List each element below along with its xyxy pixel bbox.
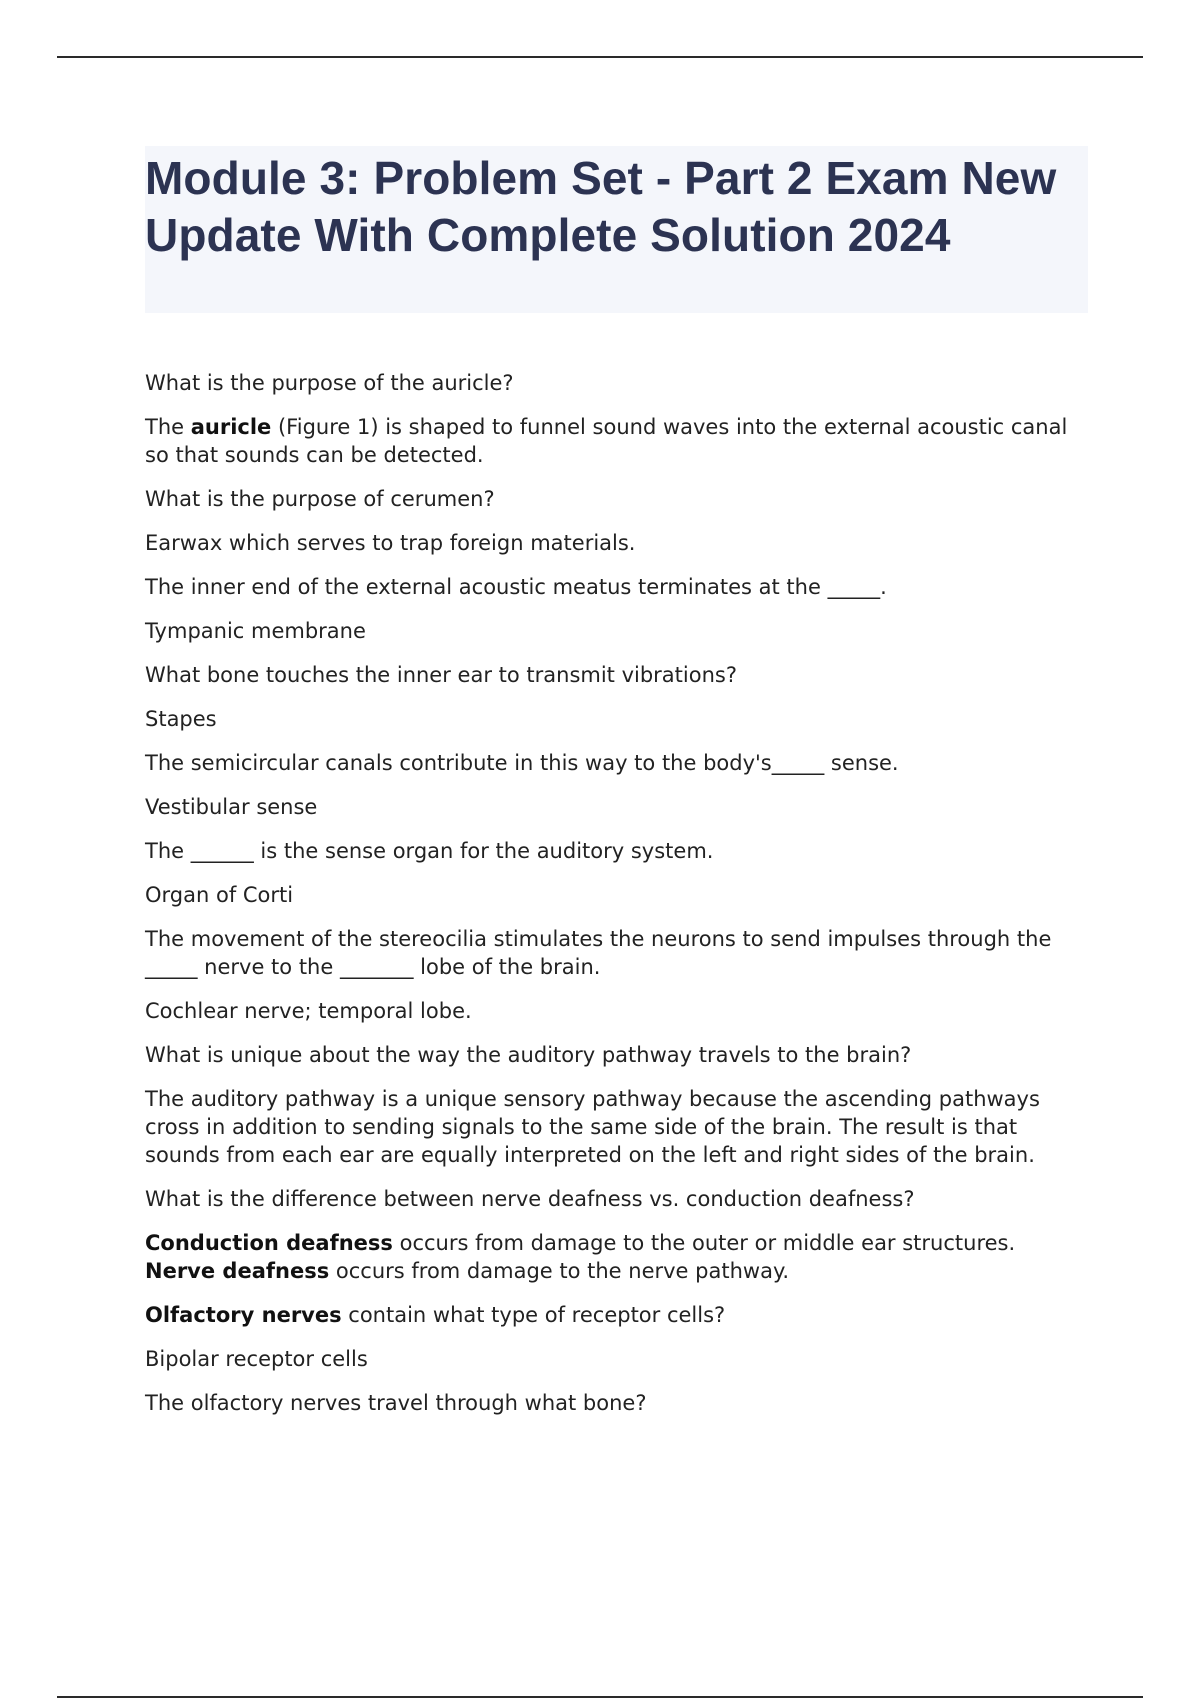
text-run: Earwax which serves to trap foreign materials.	[145, 531, 636, 555]
text-run: Vestibular sense	[145, 795, 318, 819]
text-run: What bone touches the inner ear to transmit vibrations?	[145, 663, 737, 687]
qa-content	[145, 369, 1085, 1433]
answer-text	[145, 529, 1085, 557]
bold-term: Nerve deafness	[145, 1259, 330, 1283]
text-run: Stapes	[145, 707, 217, 731]
text-run: The olfactory nerves travel through what bone?	[145, 1391, 647, 1415]
answer-text	[145, 997, 1085, 1025]
bold-term: auricle	[190, 415, 272, 439]
answer-text	[145, 705, 1085, 733]
question-text	[145, 837, 1085, 865]
text-run: What is the difference between nerve deafness vs. conduction deafness?	[145, 1187, 915, 1211]
text-run: occurs from damage to the nerve pathway.	[329, 1259, 790, 1283]
text-run: Cochlear nerve; temporal lobe.	[145, 999, 472, 1023]
answer-text	[145, 1085, 1085, 1169]
bottom-rule	[57, 1696, 1143, 1698]
text-run: The movement of the stereocilia stimulates the neurons to send impulses through the _____ nerve to the _______ lobe of the brain.	[145, 927, 1052, 979]
text-run: Organ of Corti	[145, 883, 294, 907]
text-run: Tympanic membrane	[145, 619, 366, 643]
document-title: Module 3: Problem Set - Part 2 Exam New Update With Complete Solution 2024	[145, 152, 1057, 261]
question-text	[145, 573, 1085, 601]
question-text	[145, 661, 1085, 689]
text-run: contain what type of receptor cells?	[341, 1303, 726, 1327]
text-run: The inner end of the external acoustic meatus terminates at the _____.	[145, 575, 887, 599]
text-run: The auditory pathway is a unique sensory pathway because the ascending pathways cross in addition to sending signals to the same side of the brain. The result is that sounds from each ear are equally interpreted on the left and right sides of the brain.	[145, 1087, 1040, 1167]
text-run: What is the purpose of cerumen?	[145, 487, 495, 511]
question-text	[145, 749, 1085, 777]
text-run: occurs from damage to the outer or middle ear structures.	[392, 1231, 1016, 1255]
bold-term: Conduction deafness	[145, 1231, 393, 1255]
answer-text	[145, 793, 1085, 821]
question-text	[145, 1185, 1085, 1213]
text-run: The	[145, 415, 191, 439]
bold-term: Olfactory nerves	[145, 1303, 342, 1327]
top-rule	[57, 56, 1143, 58]
question-text	[145, 925, 1085, 981]
question-text	[145, 1389, 1085, 1417]
answer-text	[145, 1345, 1085, 1373]
question-text	[145, 369, 1085, 397]
answer-text	[145, 1229, 1085, 1285]
question-text	[145, 1041, 1085, 1069]
question-text	[145, 485, 1085, 513]
text-run: (Figure 1) is shaped to funnel sound waves into the external acoustic canal so that sounds can be detected.	[145, 415, 1068, 467]
text-run: What is unique about the way the auditory pathway travels to the brain?	[145, 1043, 912, 1067]
text-run: Bipolar receptor cells	[145, 1347, 368, 1371]
text-run: The ______ is the sense organ for the auditory system.	[145, 839, 714, 863]
text-run: The semicircular canals contribute in this way to the body's_____ sense.	[145, 751, 899, 775]
question-text	[145, 1301, 1085, 1329]
title-banner	[145, 146, 1088, 313]
answer-text	[145, 881, 1085, 909]
answer-text	[145, 617, 1085, 645]
answer-text	[145, 413, 1085, 469]
text-run: What is the purpose of the auricle?	[145, 371, 514, 395]
